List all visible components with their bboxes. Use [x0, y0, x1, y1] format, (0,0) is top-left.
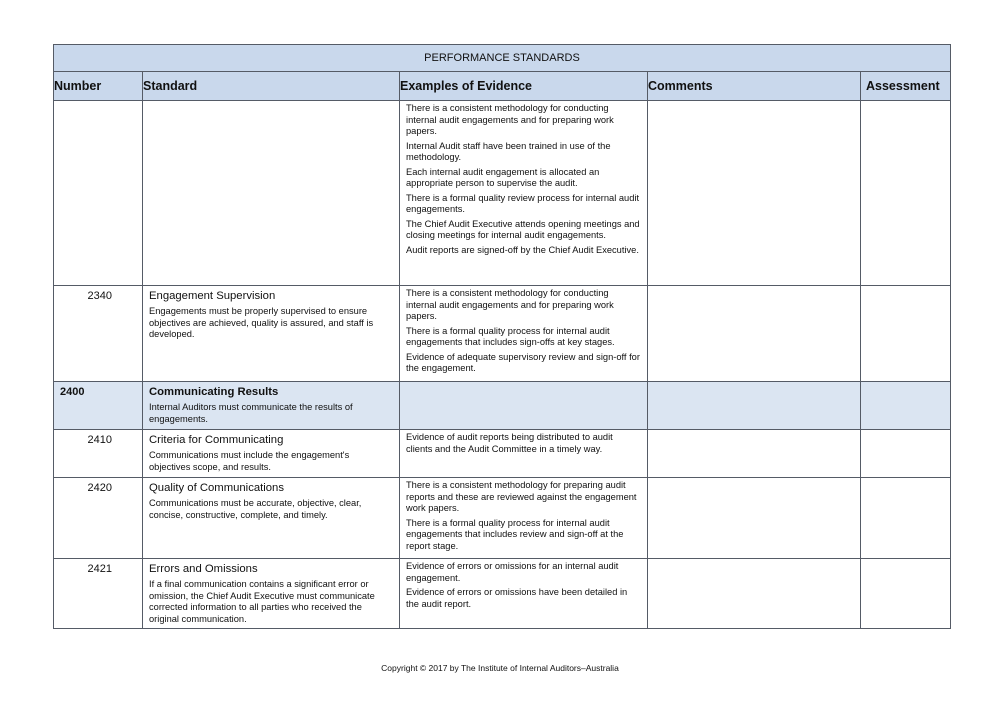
evidence-cell: [400, 559, 648, 629]
evidence-item: There is a formal quality process for internal audit engagements that includes review and sign-off at the report stage.: [406, 517, 624, 551]
evidence-item: Evidence of errors or omissions for an internal audit engagement.: [406, 561, 619, 583]
column-header-standard: Standard: [143, 72, 400, 101]
evidence-cell: [400, 101, 648, 286]
evidence-item: There is a consistent methodology for preparing audit reports and these are reviewed against the engagement work papers.: [406, 480, 637, 513]
table-row: [54, 559, 951, 629]
standard-description: Communications must include the engagement's objectives scope, and results.: [149, 450, 350, 472]
evidence-item: Internal Audit staff have been trained in use of the methodology.: [406, 140, 611, 162]
column-header-assessment: Assessment: [861, 72, 951, 101]
comments-cell[interactable]: [648, 478, 861, 559]
table-title: PERFORMANCE STANDARDS: [54, 45, 951, 72]
table-row: [54, 430, 951, 478]
evidence-item: There is a consistent methodology for conducting internal audit engagements and for preparing work papers.: [406, 288, 614, 321]
table-title-row: [54, 45, 951, 72]
assessment-cell[interactable]: [861, 101, 951, 286]
column-header-evidence: Examples of Evidence: [400, 72, 648, 101]
assessment-cell[interactable]: [861, 559, 951, 629]
table-row: [54, 286, 951, 382]
standard-cell: [143, 478, 400, 559]
standard-number: 2420: [54, 478, 143, 559]
standard-cell: [143, 559, 400, 629]
evidence-cell: [400, 478, 648, 559]
assessment-cell[interactable]: [861, 478, 951, 559]
comments-cell[interactable]: [648, 559, 861, 629]
evidence-item: Audit reports are signed-off by the Chief Audit Executive.: [406, 244, 639, 255]
column-header-number: Number: [54, 72, 143, 101]
evidence-item: Evidence of audit reports being distributed to audit clients and the Audit Committee in a timely way.: [406, 432, 613, 454]
standard-number: [54, 101, 143, 286]
standard-cell: [143, 382, 400, 430]
column-header-comments: Comments: [648, 72, 861, 101]
assessment-cell[interactable]: [861, 286, 951, 382]
standard-title: Quality of Communications: [149, 482, 284, 494]
evidence-item: The Chief Audit Executive attends opening meetings and closing meetings for internal audit engagements.: [406, 218, 640, 240]
standard-number: 2410: [54, 430, 143, 478]
standard-description: Communications must be accurate, objective, clear, concise, constructive, complete, and timely.: [149, 498, 362, 520]
evidence-item: There is a consistent methodology for conducting internal audit engagements and for preparing work papers.: [406, 103, 614, 136]
comments-cell[interactable]: [648, 286, 861, 382]
standard-cell: [143, 101, 400, 286]
standard-number: 2340: [54, 286, 143, 382]
copyright-footer: Copyright © 2017 by The Institute of Internal Auditors–Australia: [381, 663, 619, 673]
table-row: [54, 101, 951, 286]
standard-cell: [143, 286, 400, 382]
table-row-group: [54, 382, 951, 430]
standard-title: Errors and Omissions: [149, 563, 258, 575]
evidence-cell: [400, 286, 648, 382]
evidence-item: Evidence of adequate supervisory review and sign-off for the engagement.: [406, 351, 640, 373]
assessment-cell[interactable]: [861, 430, 951, 478]
comments-cell[interactable]: [648, 430, 861, 478]
evidence-item: Evidence of errors or omissions have been detailed in the audit report.: [406, 587, 628, 609]
standard-cell: [143, 430, 400, 478]
standard-description: Internal Auditors must communicate the results of engagements.: [149, 402, 353, 424]
standard-number: 2400: [54, 382, 143, 430]
comments-cell[interactable]: [648, 101, 861, 286]
evidence-item: There is a formal quality review process for internal audit engagements.: [406, 192, 640, 214]
evidence-item: There is a formal quality process for internal audit engagements that includes sign-offs at key stages.: [406, 325, 615, 347]
evidence-cell: [400, 382, 648, 430]
standard-title: Communicating Results: [149, 386, 279, 398]
standard-description: If a final communication contains a significant error or omission, the Chief Audit Executive must communicate corrected information to all parties who received the original communication.: [149, 579, 375, 624]
standard-number: 2421: [54, 559, 143, 629]
performance-standards-sheet: [53, 44, 950, 629]
column-header-row: [54, 72, 951, 101]
comments-cell[interactable]: [648, 382, 861, 430]
standard-title: Engagement Supervision: [149, 290, 276, 302]
assessment-cell[interactable]: [861, 382, 951, 430]
table-row: [54, 478, 951, 559]
performance-standards-table: [53, 44, 951, 629]
evidence-item: Each internal audit engagement is allocated an appropriate person to supervise the audit.: [406, 166, 600, 188]
evidence-cell: [400, 430, 648, 478]
standard-title: Criteria for Communicating: [149, 434, 284, 446]
standard-description: Engagements must be properly supervised to ensure objectives are achieved, quality is assured, and staff is developed.: [149, 306, 374, 339]
